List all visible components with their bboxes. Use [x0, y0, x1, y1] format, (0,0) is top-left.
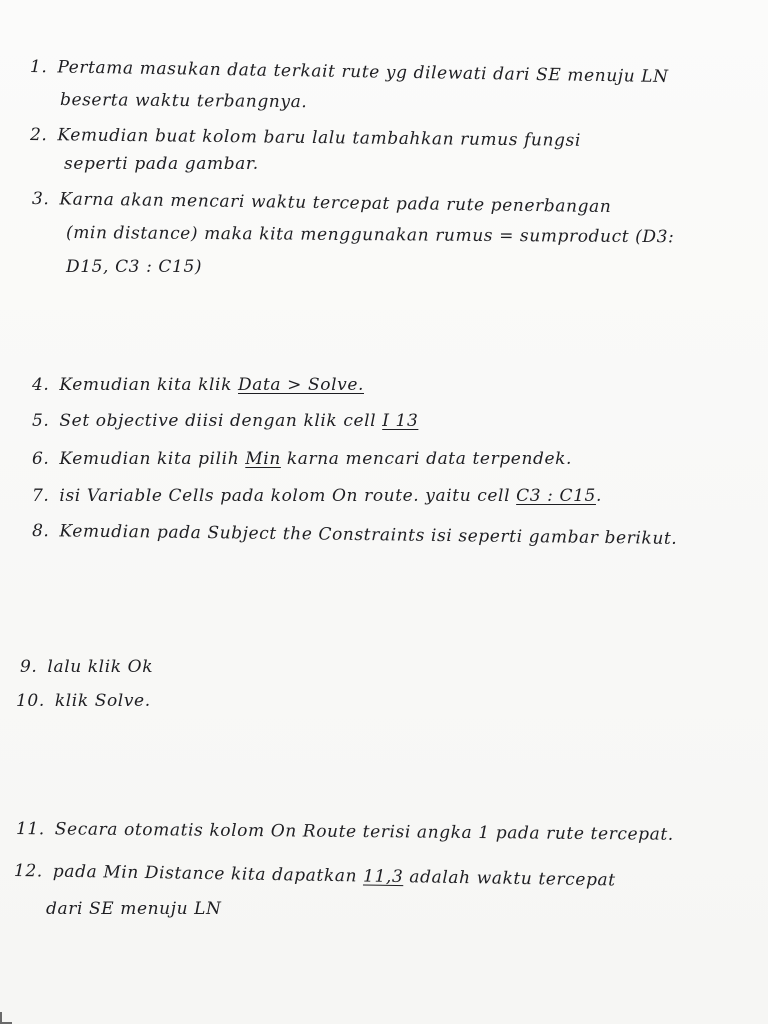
note-item-2-line-1	[30, 124, 581, 152]
note-item-6	[32, 448, 572, 470]
note-item-6-number: 6.	[32, 449, 50, 469]
note-item-2-text: Kemudian buat kolom baru lalu tambahkan rumus fungsi	[57, 125, 582, 151]
note-item-7-number: 7.	[32, 486, 50, 506]
note-item-7-period: .	[595, 486, 602, 506]
note-item-8-text: Kemudian pada Subject the Constraints isi seperti gambar berikut.	[59, 521, 678, 549]
note-item-3-line-2: (min distance) maka kita menggunakan rumus = sumproduct (D3:	[65, 223, 675, 248]
note-item-9-number: 9.	[20, 657, 38, 677]
note-item-6-text: Kemudian kita pilih	[59, 449, 240, 469]
note-item-1-line-2: beserta waktu terbangnya.	[59, 90, 308, 113]
note-item-4-text: Kemudian kita klik	[59, 375, 232, 395]
note-item-2-number: 2.	[29, 125, 48, 146]
note-item-3-text: Karna akan mencari waktu tercepat pada rute penerbangan	[59, 189, 612, 218]
note-item-11-number: 11.	[15, 819, 45, 840]
note-item-12-line-2: dari SE menuju LN	[46, 899, 222, 919]
note-item-6-text-post: karna mencari data terpendek.	[286, 449, 573, 469]
note-item-12-text: pada Min Distance kita dapatkan	[52, 861, 358, 887]
note-item-12-number: 12.	[13, 861, 43, 882]
note-item-1-number: 1.	[29, 57, 48, 78]
variable-cells-ref: C3 : C15	[516, 486, 596, 506]
note-item-10	[16, 690, 151, 712]
note-item-12-text-post: adalah waktu tercepat	[409, 867, 616, 891]
note-item-11	[16, 818, 674, 846]
note-item-11-text: Secara otomatis kolom On Route terisi angka 1 pada rute tercepat.	[54, 819, 674, 845]
note-item-5-text: Set objective diisi dengan klik cell	[59, 411, 377, 431]
min-option: Min	[245, 449, 281, 469]
note-item-9	[20, 656, 153, 678]
note-item-3-number: 3.	[31, 189, 50, 210]
data-solve-menu-path: Data > Solve.	[238, 375, 364, 395]
note-item-12-line-1	[14, 860, 616, 891]
note-item-7	[32, 485, 602, 507]
note-item-9-text: lalu klik Ok	[47, 657, 154, 677]
note-item-5-number: 5.	[32, 411, 50, 431]
note-item-4	[32, 374, 364, 396]
note-item-1-line-1	[30, 56, 669, 88]
note-item-4-number: 4.	[32, 375, 50, 395]
note-item-1-text: Pertama masukan data terkait rute yg dilewati dari SE menuju LN	[57, 57, 669, 88]
min-distance-value: 11,3	[362, 866, 404, 888]
note-item-2-line-2: seperti pada gambar.	[64, 154, 259, 174]
note-item-5	[32, 410, 418, 432]
note-item-3-line-3: D15, C3 : C15)	[66, 257, 203, 277]
note-item-8-number: 8.	[31, 521, 50, 542]
note-item-10-text: klik Solve.	[54, 691, 151, 711]
note-item-7-text: isi Variable Cells pada kolom On route. yaitu cell	[59, 486, 511, 506]
note-item-8	[32, 520, 678, 550]
note-item-10-number: 10.	[16, 691, 45, 711]
note-item-3-line-1	[32, 188, 612, 218]
page-corner-mark	[0, 1012, 12, 1024]
objective-cell-ref: I 13	[382, 411, 419, 431]
